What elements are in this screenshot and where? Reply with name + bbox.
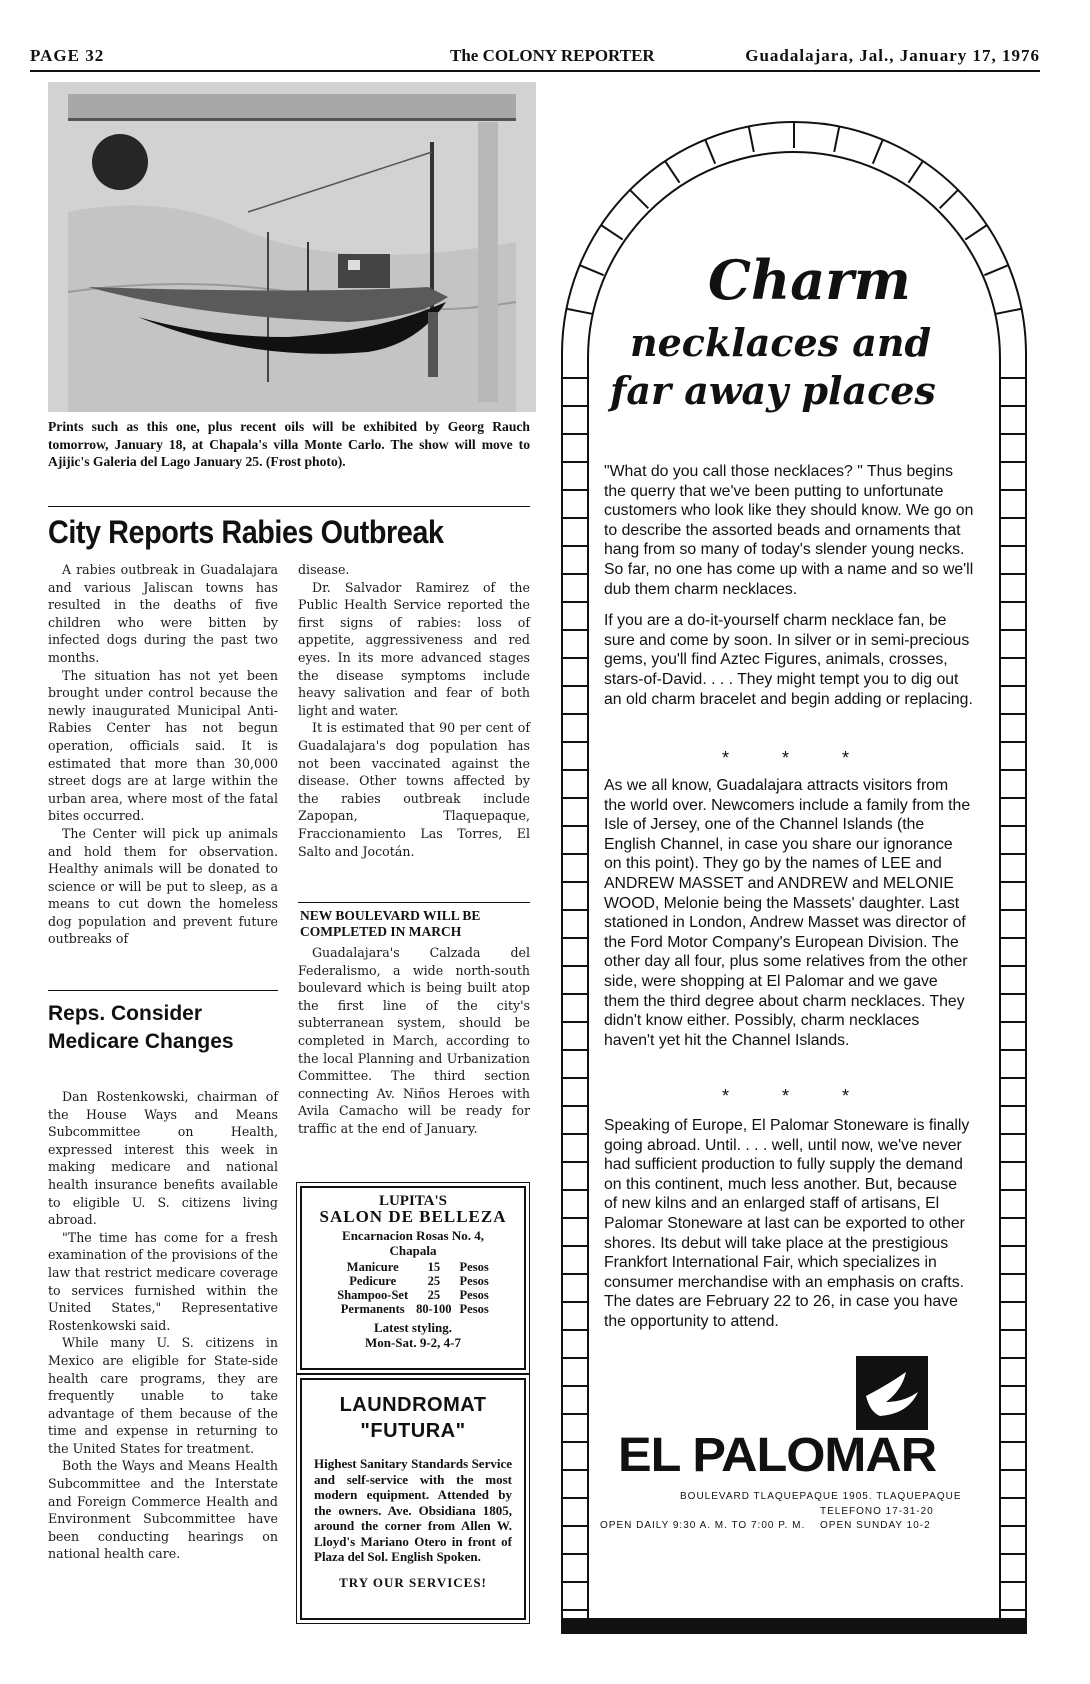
arch-brick — [984, 265, 1008, 275]
rabies-paragraph: It is estimated that 90 per cent of Guadalajara's dog population has not been vaccinated against the disease. Other towns affected by the rabies outbreak include Zapopan, Tlaquepaque, Fraccionamiento Las Torres, El Salto and Jocotán. — [298, 720, 530, 859]
lupita-salon-ad — [300, 1186, 526, 1370]
ad-paragraph-1: "What do you call those necklaces? " Thus begins the querry that we've been putting to unfortunate customers who look like they should know. We go on to describe the assorted beads and ornaments that hang from so many of today's slender young necks. So far, no one has come up with a name and so we'll dub them charm necklaces. — [604, 463, 974, 598]
price-unit: Pesos — [459, 1288, 489, 1302]
medicare-paragraph: Both the Ways and Means Health Subcommittee and the Interstate and Foreign Commerce Health and Environment Subcommittee have been conducting hearings on national health care. — [48, 1458, 278, 1562]
arch-brick — [749, 126, 754, 152]
page-number: PAGE 32 — [30, 46, 105, 65]
medicare-paragraph: "The time has come for a fresh examination of the provisions of the law that restrict medicare coverage to services furnished within the United States," Representative Rostenkowski said. — [48, 1229, 278, 1333]
price-list — [333, 1260, 492, 1316]
lupita-town: Chapala — [389, 1243, 437, 1258]
arch-brick — [908, 161, 922, 183]
arch-brick — [665, 161, 679, 183]
arch-brick — [996, 309, 1022, 314]
service-price: 80-100 — [416, 1302, 452, 1316]
price-row — [333, 1288, 492, 1302]
rabies-column-2 — [298, 561, 530, 860]
service-name: Pedicure — [349, 1274, 397, 1288]
ad-address: BOULEVARD TLAQUEPAQUE 1905. TLAQUEPAQUE — [680, 1491, 962, 1502]
rabies-paragraph: The situation has not yet been brought under control because the newly inaugurated Municipal Anti-Rabies Center has not begun operation, officials said. It is estimated that more than 30,000 street dogs are at large within the urban area, where most of the fatal bites occurred. — [48, 667, 278, 824]
ad-hours: OPEN DAILY 9:30 A. M. TO 7:00 P. M. — [600, 1520, 806, 1531]
price-row — [333, 1274, 492, 1288]
rabies-paragraph: disease. — [298, 562, 350, 577]
service-name: Permanents — [340, 1302, 405, 1316]
medicare-paragraph: Dan Rostenkowski, chairman of the House Ways and Means Subcommittee on Health, expressed interest this week in making medicare and national health insurance benefits available to eligible U. S. citizens living abroad. — [48, 1089, 278, 1228]
lupita-address: Encarnacion Rosas No. 4, — [342, 1228, 484, 1243]
ad-stars-2: * * * — [722, 1086, 874, 1106]
photo-caption: Prints such as this one, plus recent oils will be exhibited by Georg Rauch tomorrow, January 18, at Chapala's villa Monte Carlo. The show will move to Ajijic's Galeria del Lago January 25. (Frost photo). — [48, 419, 530, 469]
dove-logo-icon — [856, 1356, 928, 1430]
laundromat-title: LAUNDROMAT — [339, 1394, 487, 1416]
newspaper-name: The COLONY REPORTER — [450, 46, 655, 65]
rabies-column-1 — [48, 561, 278, 948]
ad-script-necklaces: necklaces and — [630, 320, 932, 365]
medicare-headline — [48, 1000, 278, 1056]
laundromat-ad — [300, 1378, 526, 1620]
el-palomar-brand: EL PALOMAR — [618, 1429, 937, 1482]
ad-script-places: far away places — [610, 368, 936, 413]
arch-brick — [873, 140, 883, 164]
service-name: Manicure — [346, 1260, 399, 1274]
medicare-rule — [48, 990, 278, 991]
boulevard-headline: NEW BOULEVARD WILL BE COMPLETED IN MARCH — [300, 908, 481, 939]
lupita-title: LUPITA'S — [378, 1193, 448, 1209]
ad-phone: TELEFONO 17-31-20 — [820, 1506, 934, 1517]
arch-brick — [630, 190, 648, 208]
laundromat-cta: TRY OUR SERVICES! — [339, 1574, 487, 1590]
price-row — [333, 1302, 492, 1316]
price-row — [333, 1260, 492, 1274]
ad-stars-1: * * * — [722, 748, 874, 768]
lupita-hours: Mon-Sat. 9-2, 4-7 — [364, 1335, 462, 1350]
laundromat-body: Highest Sanitary Standards Service and self-service with the most modern equipment. Attended by the owners. Ave. Obsidiana 1805, around the corner from Allen W. Lloyd's Mariano Otero in front of Plaza del Sol. English Spoken. — [314, 1456, 512, 1564]
price-unit: Pesos — [459, 1274, 489, 1288]
lupita-subtitle: SALON DE BELLEZA — [319, 1207, 507, 1226]
ad-paragraph-2: If you are a do-it-yourself charm necklace fan, be sure and come by soon. In silver or in semi-precious gems, you'll find Aztec Figures, animals, crosses, stars-of-David. . . . They might tempt you to dig out an old charm bracelet and begin adding or replacing. — [604, 612, 973, 708]
boat-print-photo — [48, 82, 536, 412]
boat-print-illustration — [48, 82, 536, 412]
ad-copy-2 — [604, 776, 974, 1050]
dateline: Guadalajara, Jal., January 17, 1976 — [745, 46, 1040, 65]
boulevard-paragraph: Guadalajara's Calzada del Federalismo, a wide north-south boulevard which is being built atop the first line of the city's subterranean system, should be completed in March, according to the local Planning and Urbanization Committee. The third section connecting Av. Niños Heroes with Avila Camacho will be ready for traffic at the end of January. — [298, 945, 530, 1136]
rabies-headline: City Reports Rabies Outbreak — [48, 514, 444, 550]
ad-copy — [604, 462, 974, 709]
ad-script-charm: Charm — [708, 248, 911, 312]
boulevard-rule — [298, 902, 530, 903]
arch-brick — [965, 225, 987, 239]
arch-brick — [834, 126, 839, 152]
service-price: 25 — [427, 1274, 441, 1288]
ad-sunday-hours: OPEN SUNDAY 10-2 — [820, 1520, 931, 1531]
medicare-story — [48, 1088, 278, 1563]
medicare-paragraph: While many U. S. citizens in Mexico are eligible for State-side health care programs, they are frequently unable to take advantage of them because of the time and expense in returning to the United States for treatment. — [48, 1335, 278, 1456]
service-price: 15 — [427, 1260, 441, 1274]
laundromat-name: "FUTURA" — [360, 1420, 466, 1442]
rabies-paragraph: The Center will pick up animals and hold them for observation. Healthy animals will be donated to science or will be put to sleep, as a means to cut down the homeless dog population and prevent future outbreaks of — [48, 825, 278, 947]
masthead — [30, 42, 1040, 72]
price-unit: Pesos — [459, 1260, 489, 1274]
lupita-styling: Latest styling. — [374, 1320, 452, 1335]
arch-brick — [601, 225, 623, 239]
arch-brick — [580, 265, 604, 275]
rabies-paragraph: A rabies outbreak in Guadalajara and various Jaliscan towns has resulted in the deaths of five children who were bitten by infected dogs during the past two months. — [48, 562, 278, 665]
ad-copy-3 — [604, 1116, 974, 1332]
rabies-paragraph: Dr. Salvador Ramirez of the Public Health Service reported the first signs of rabies: loss of appetite, aggressiveness and red eyes. In its more advanced stages the disease symptoms include heavy salivation and fear of both light and water. — [298, 579, 530, 718]
medicare-headline-line2: Medicare Changes — [48, 1030, 234, 1053]
caption-rule — [48, 506, 530, 507]
service-name: Shampoo-Set — [337, 1288, 409, 1302]
arch-brick — [566, 309, 592, 314]
arch-brick — [940, 190, 958, 208]
ad-paragraph-3: As we all know, Guadalajara attracts visitors from the world over. Newcomers include a family from the Isle of Jersey, one of the Channel Islands (the English Channel, in case you share our ignorance on this point). They go by the names of LEE and ANDREW MASSET and ANDREW and MELONIE WOOD, Melonie being the Massets' daughter. Last stationed in London, Andrew Masset was director of the Ford Motor Company's European Division. The other day all four, plus some relatives from the other side, were shopping at El Palomar and we gave them the third degree about charm necklaces. They didn't know either. Possibly, charm necklaces haven't yet hit the Channel Islands. — [604, 777, 971, 1049]
ad-paragraph-4: Speaking of Europe, El Palomar Stoneware is finally going abroad. Until. . . . well, until now, we've never had sufficient production to fully supply the demand on this continent, much less another. But, because of new kilns and an enlarged staff of artisans, El Palomar Stoneware at last can be exported to other shores. Its debut will take place at the prestigious Frankfort International Fair, which specializes in consumer merchandise with an emphasis on crafts. The dates are February 22 to 26, in case you have the opportunity to attend. — [604, 1117, 970, 1330]
service-price: 25 — [427, 1288, 441, 1302]
boulevard-story — [298, 944, 530, 1138]
arch-brick — [705, 140, 715, 164]
price-unit: Pesos — [459, 1302, 489, 1316]
medicare-headline-line1: Reps. Consider — [48, 1002, 203, 1025]
